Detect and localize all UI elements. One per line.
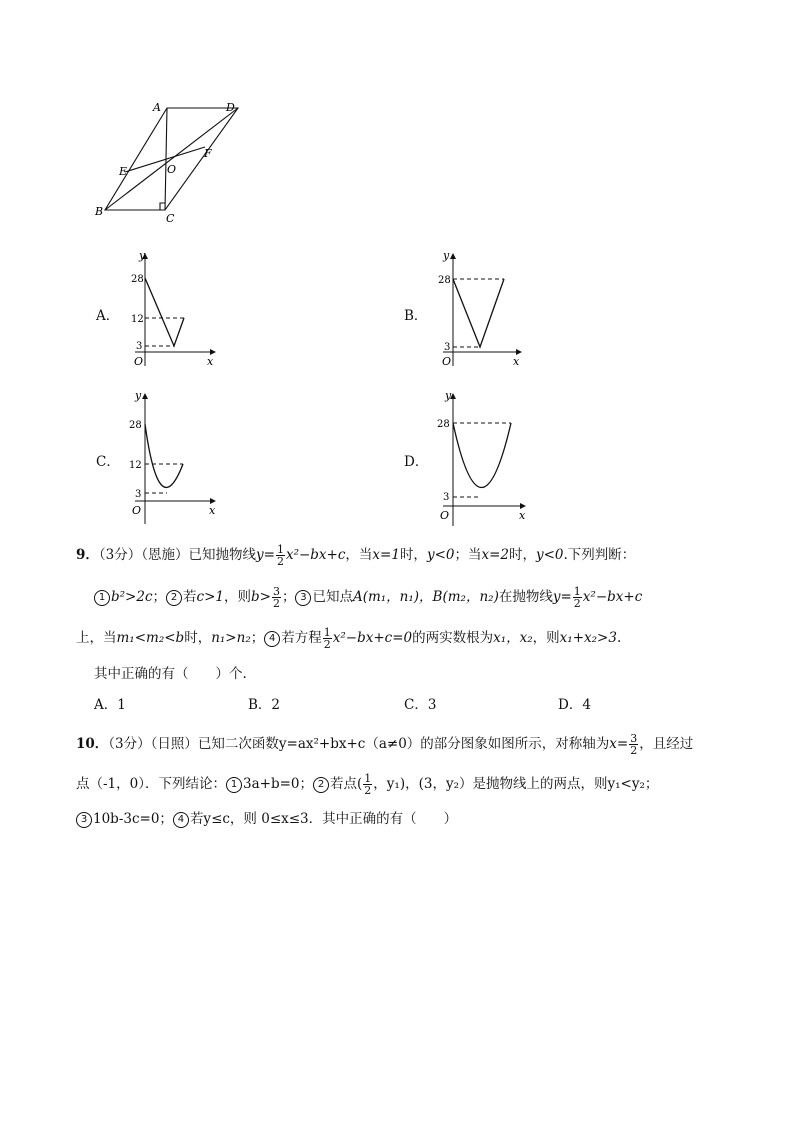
q9-cond2-pre: ；当 [454,547,482,563]
q9-s4-pre: 若方程 [281,630,322,646]
circled-2-icon: 2 [166,590,182,606]
q9-s2-mid: ，则 [223,589,251,605]
b-gt: b> [250,589,271,605]
option-b-graph [433,248,533,370]
q9-s3-pre: 已知点 [312,589,353,605]
parabola-eq-2: y= [552,589,572,605]
q10-head-post: ，且经过 [639,736,694,752]
tick-3: 3 [443,492,450,503]
q9-choice-a: A．1 [94,697,126,713]
axis-y-label: y [139,249,146,262]
fraction-half: $\frac{1}{2}$ [276,543,284,568]
origin-label: O [440,509,450,522]
root-sum: x₁+x₂>3 [559,630,617,646]
q9-cond1-pre: ，当 [345,547,373,563]
sep: ； [281,589,296,605]
option-b-label: B． [404,308,428,324]
c-gt-1: c>1 [196,589,224,605]
fraction-half-3: $\frac{1}{2}$ [323,626,331,651]
label-c: C [166,212,175,225]
q9-line-3 [76,627,621,650]
axis-x-label: x [209,504,216,517]
q10-s3: 10b-3c=0； [93,811,173,827]
sep: ； [250,630,265,646]
q9-number: 9． [76,547,99,563]
n-ineq: n₁>n₂ [211,630,251,646]
q9-head: （3分）（恩施）已知抛物线 [98,547,256,563]
q10-s1: 3a+b=0； [243,776,313,792]
point-a: A(m₁，n₁)，B(m₂，n₂) [352,589,499,605]
parabola-rest-2: x²−bx+c [582,589,643,605]
s1-ineq: b²>2c [111,589,153,605]
option-a-graph [125,248,225,370]
q9-line-2 [94,586,642,609]
tick-28: 28 [437,419,450,430]
axis-eq: x= [609,736,629,752]
tick-12: 12 [129,460,142,471]
origin-label: O [132,504,142,517]
q10-line2-pre: 点（-1，0）．下列结论： [76,776,226,792]
axis-x-label: x [207,355,214,368]
q10-s2-mid: ，y₁)，(3，y₂）是抛物线上的两点，则y₁<y₂； [373,776,659,792]
x-eq-1: x=1 [372,547,400,563]
q9-s4-post: ，则 [532,630,560,646]
tick-28: 28 [131,274,144,285]
axis-y-label: y [443,249,450,262]
q9-s4-mid: 的两实数根为 [412,630,494,646]
label-o: O [167,163,177,176]
period: . [616,630,622,646]
q10-line-1 [76,733,693,756]
axis-y-label: y [445,389,452,402]
q10-line-2 [76,773,658,796]
parallelogram-figure [85,95,255,230]
label-b: B [95,205,104,218]
tick-3: 3 [135,489,142,500]
circled-3-icon: 3 [76,812,92,828]
label-a: A [153,101,161,114]
q9-choice-b: B．2 [248,697,281,713]
q10-head: （3分）（日照）已知二次函数y=ax²+bx+c（a≠0）的部分图象如图所示，对称轴为 [108,736,610,752]
q9-judge: .下列判断： [563,547,636,563]
fraction-three-half-2: $\frac{3}{2}$ [630,732,638,757]
axis-x-label: x [513,355,520,368]
segment-bd [105,108,238,210]
sep: ； [152,589,167,605]
q9-choice-d: D．4 [558,697,591,713]
option-a-label: A． [96,308,120,324]
axis-x-label: x [519,509,526,522]
y-lt-0: y<0 [426,547,455,563]
origin-label: O [134,355,144,368]
q9-choice-c: C．3 [404,697,437,713]
option-d-label: D． [404,454,429,470]
segment-ef [125,147,205,172]
option-d-graph [433,388,533,528]
graph-curve [145,424,183,487]
q9-line-1 [76,544,635,567]
q9-line3-mid: 时， [184,630,212,646]
tick-28: 28 [129,420,142,431]
equation: x²−bx+c=0 [332,630,413,646]
graph-line [453,279,504,347]
x-eq-2: x=2 [481,547,509,563]
circled-3-icon: 3 [295,590,311,606]
q9-line3-pre: 上，当 [76,630,117,646]
tick-12: 12 [131,314,144,325]
circled-1-icon: 1 [226,777,242,793]
q9-cond2-post: 时， [508,547,536,563]
tick-3: 3 [136,341,143,352]
q9-cond1-post: 时， [399,547,427,563]
label-f: F [204,147,212,160]
fraction-half-2: $\frac{1}{2}$ [573,585,581,610]
circled-1-icon: 1 [94,590,110,606]
tick-3: 3 [444,342,451,353]
q10-line-3 [76,809,457,829]
label-e: E [119,165,128,178]
parabola-rest: x²−bx+c [285,547,346,563]
q9-prompt: 其中正确的有（ ）个. [94,666,247,682]
fraction-three-half: $\frac{3}{2}$ [272,585,280,610]
option-c-graph [125,388,225,526]
tick-28: 28 [438,275,451,286]
axis-y-label: y [135,389,142,402]
q10-s2-pre: 若点( [330,776,363,792]
right-angle-mark [160,203,165,210]
label-d: D [226,101,235,114]
fraction-half-4: $\frac{1}{2}$ [364,772,372,797]
q9-s3-mid: 在抛物线 [498,589,553,605]
graph-line [145,278,184,346]
circled-4-icon: 4 [173,812,189,828]
q10-s4: 若y≤c，则 0≤x≤3．其中正确的有（ ） [189,811,458,827]
circled-2-icon: 2 [313,777,329,793]
y-lt-0-b: y<0 [535,547,564,563]
m-ineq: m₁<m₂<b [116,630,185,646]
q10-number: 10． [76,736,109,752]
circled-4-icon: 4 [264,631,280,647]
option-c-label: C． [96,454,120,470]
roots: x₁，x₂ [493,630,533,646]
q9-s2-pre: 若 [183,589,197,605]
parabola-eq: y= [256,547,275,563]
origin-label: O [442,355,452,368]
graph-curve [453,423,511,488]
